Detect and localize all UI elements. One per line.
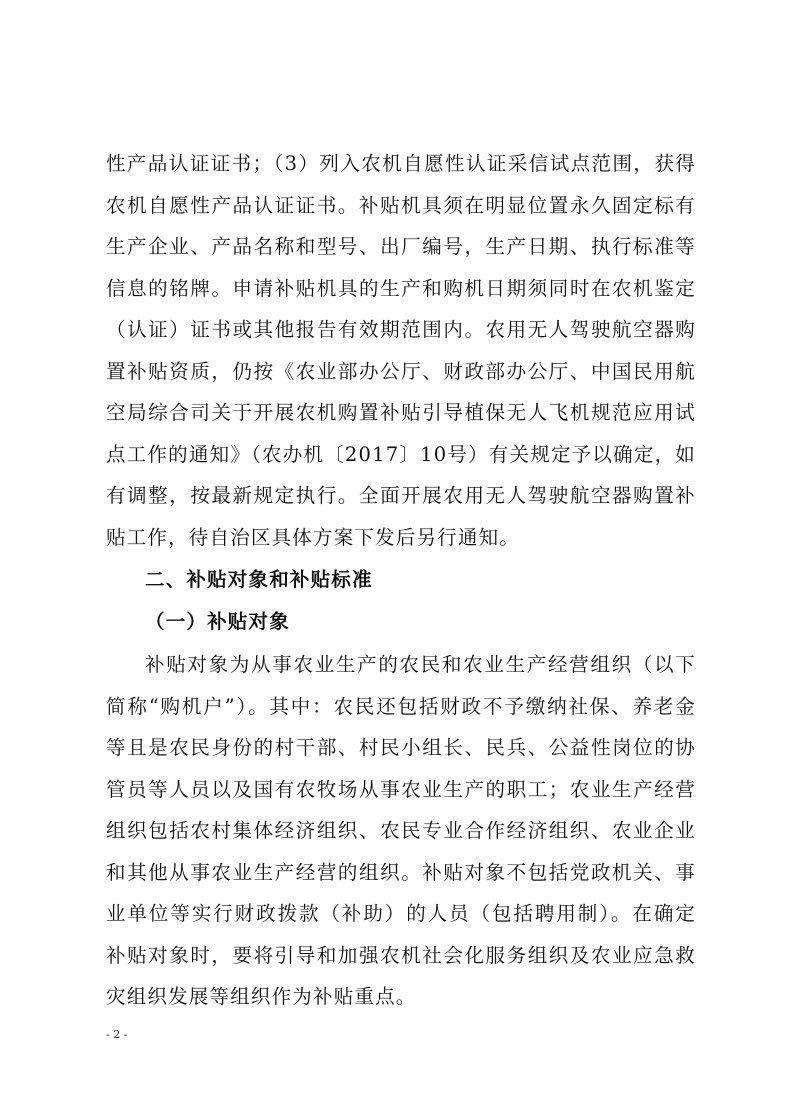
section-heading: 二、补贴对象和补贴标准 [145,568,373,591]
subsection-heading: （一）补贴对象 [145,610,290,633]
page-number: - 2 - [106,1028,128,1041]
subsection-paragraph: 补贴对象为从事农业生产的农民和农业生产经营组织（以下简称“购机户”）。其中：农民还包括财政不予缴纳社保、养老金等且是农民身份的村干部、村民小组长、民兵、公益性岗位的协管员等人员以及国有农牧场从事农业生产的职工；农业生产经营组织包括农村集体经济组织、农民专业合作经济组织、农业企业和其他从事农业生产经营的组织。补贴对象不包括党政机关、事业单位等实行财政拨款（补助）的人员（包括聘用制）。在确定补贴对象时，要将引导和加强农机社会化服务组织及农业应急救灾组织发展等组织作为补贴重点。 [106,653,696,1008]
body-text-top [106,143,696,558]
body-text-bottom [106,644,696,1018]
continuation-paragraph: 性产品认证证书；（3）列入农机自愿性认证采信试点范围，获得农机自愿性产品认证证书。补贴机具须在明显位置永久固定标有生产企业、产品名称和型号、出厂编号，生产日期、执行标准等信息的铭牌。申请补贴机具的生产和购机日期须同时在农机鉴定（认证）证书或其他报告有效期范围内。农用无人驾驶航空器购置补贴资质，仍按《农业部办公厅、财政部办公厅、中国民用航空局综合司关于开展农机购置补贴引导植保无人飞机规范应用试点工作的通知》（农办机〔2017〕10号）有关规定予以确定，如有调整，按最新规定执行。全面开展农用无人驾驶航空器购置补贴工作，待自治区具体方案下发后另行通知。 [106,152,696,549]
